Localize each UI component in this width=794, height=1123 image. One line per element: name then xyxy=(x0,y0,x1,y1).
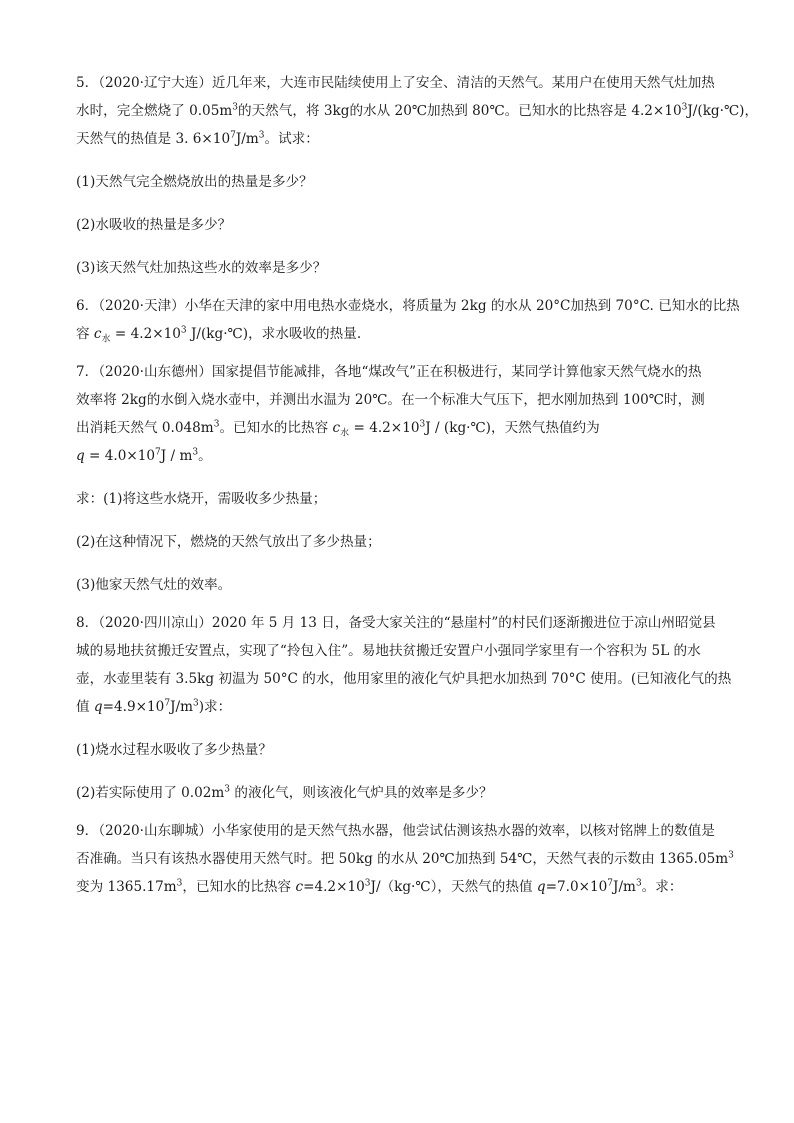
q8-sub-question-1: (1)烧水过程水吸收了多少热量？ xyxy=(76,742,272,758)
q8-stem-line-2: 城的易地扶贫搬迁安置点，实现了“拎包入住”。易地扶贫搬迁安置户小强同学家里有一个容积为 5L 的水 xyxy=(76,643,701,659)
q9-stem-line-3: 变为 $1365.17m^3$，已知水的比热容 $c=4.2\times 10^3J/(kg\cdot℃)$，天然气的热值 $q=7.0\times 10^7J/m^3$。求： xyxy=(76,878,683,895)
q5-sub-question-2: (2)水吸收的热量是多少？ xyxy=(76,217,232,233)
question-6 xyxy=(76,295,740,345)
q5-sub-question-1: (1)天然气完全燃烧放出的热量是多少？ xyxy=(76,174,313,190)
q7-sub-question-1: 求：(1)将这些水烧开，需吸收多少热量； xyxy=(76,491,327,507)
q7-stem-line-4: $q = 4.0\times 10^7J / m^3$。 xyxy=(76,447,212,464)
q6-stem-line-2: 容 $c_水 = 4.2\times 10^3$ J/(kg·℃)，求水吸收的热量. xyxy=(76,325,362,345)
q7-stem-line-2: 效率将 2kg的水倒入烧水壶中，并测出水温为 20℃。在一个标准大气压下，把水刚加热到 100℃时，测 xyxy=(76,392,705,408)
q5-stem-line-3: 天然气的热值是 3. $6\times 10^7J/m^3$。试求： xyxy=(76,130,319,147)
q7-sub-question-2: (2)在这种情况下，燃烧的天然气放出了多少热量； xyxy=(76,534,381,550)
document-page xyxy=(76,72,759,898)
q5-sub-question-3: (3)该天然气灶加热这些水的效率是多少？ xyxy=(76,260,327,276)
question-5 xyxy=(76,72,759,279)
q8-stem-line-1: 8．（2020·四川凉山）2020 年 5 月 13 日，备受大家关注的“悬崖村”的村民们逐渐搬进位于凉山州昭觉县 xyxy=(76,615,716,631)
q5-stem-line-2: 水时，完全燃烧了 $0.05m^3$的天然气，将 3kg的水从 20℃加热到 80℃。已知水的比热容是 $4.2\times 10^3J/(kg\cdot℃)$， xyxy=(76,102,759,119)
question-7 xyxy=(76,361,724,596)
q8-sub-question-2: (2)若实际使用了 $0.02m^3$ 的液化气，则该液化气炉具的效率是多少？ xyxy=(76,784,493,801)
q8-stem-line-3: 壶，水壶里装有 3.5kg 初温为 50°C 的水，他用家里的液化气炉具把水加热到 70°C 使用。(已知液化气的热 xyxy=(76,671,732,687)
q7-sub-question-3: (3)他家天然气灶的效率。 xyxy=(76,577,232,593)
q5-stem-line-1: 5．（2020·辽宁大连）近几年来，大连市民陆续使用上了安全、清洁的天然气。某用户在使用天然气灶加热 xyxy=(76,75,715,91)
q7-stem-line-3: 出消耗天然气 $0.048m^3$。已知水的比热容 $c_水 = 4.2\times 10^3J$ / (kg·℃)，天然气热值约为 xyxy=(76,419,600,439)
q8-stem-line-4: 值 $q=4.9\times 10^7J/m^3$)求： xyxy=(76,698,232,715)
q7-stem-line-1: 7．（2020·山东德州）国家提倡节能减排，各地“煤改气”正在积极进行，某同学计算他家天然气烧水的热 xyxy=(76,364,702,380)
question-9 xyxy=(76,820,734,898)
q9-stem-line-2: 否准确。当只有该热水器使用天然气时。把 50kg 的水从 20℃加热到 54℃，天然气表的示数由 $1365.05m^3$ xyxy=(76,850,734,867)
q6-stem-line-1: 6．（2020·天津）小华在天津的家中用电热水壶烧水，将质量为 2kg 的水从 20°C加热到 70°C. 已知水的比热 xyxy=(76,298,740,314)
question-8 xyxy=(76,612,732,804)
q9-stem-line-1: 9．（2020·山东聊城）小华家使用的是天然气热水器，他尝试估测该热水器的效率，以核对铭牌上的数值是 xyxy=(76,823,715,839)
